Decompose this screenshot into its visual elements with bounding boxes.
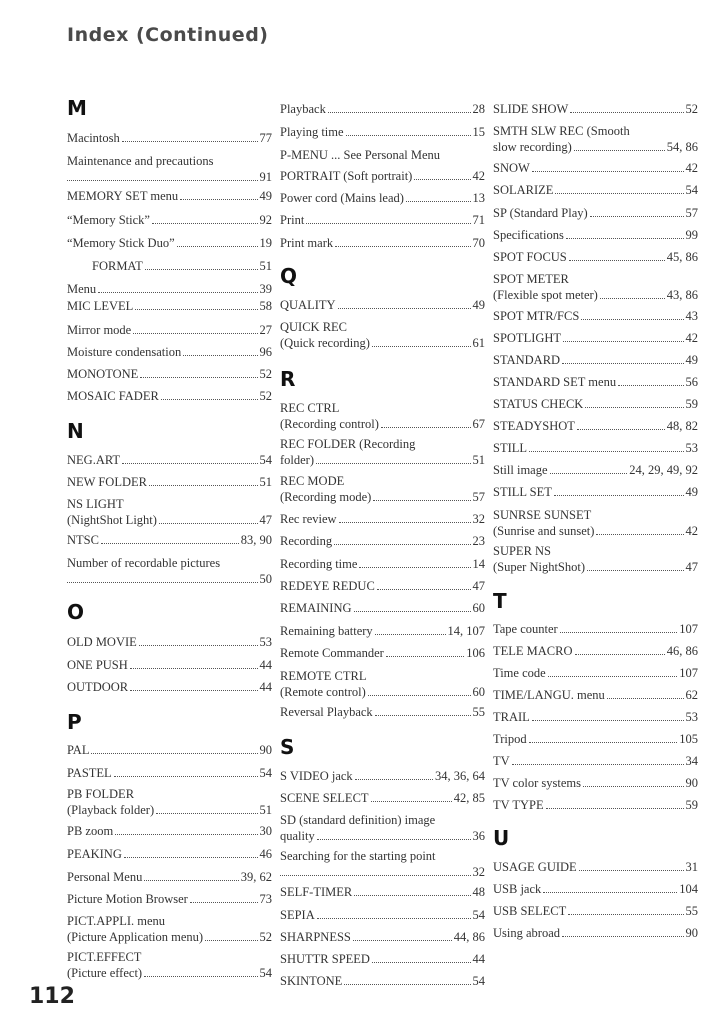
- letter-heading-n: N: [67, 419, 84, 443]
- letter-heading-m: M: [67, 96, 87, 120]
- index-entry: NEG.ART 54: [67, 453, 272, 467]
- index-entry: USB SELECT 55: [493, 904, 698, 918]
- letter-heading-t: T: [493, 589, 507, 613]
- index-entry: TV color systems 90: [493, 776, 698, 790]
- index-entry: SPOT MTR/FCS 43: [493, 309, 698, 323]
- index-entry: Still image 24, 29, 49, 92: [493, 463, 698, 477]
- letter-heading-u: U: [493, 826, 510, 850]
- index-entry: PORTRAIT (Soft portrait) 42: [280, 169, 485, 183]
- index-entry: Remaining battery 14, 107: [280, 624, 485, 638]
- index-entry: NEW FOLDER 51: [67, 475, 272, 489]
- index-entry: Macintosh 77: [67, 131, 272, 145]
- index-entry: MOSAIC FADER 52: [67, 389, 272, 403]
- index-entry: SP (Standard Play) 57: [493, 206, 698, 220]
- index-entry: Print 71: [280, 213, 485, 227]
- index-entry: Playing time 15: [280, 125, 485, 139]
- index-entry: MEMORY SET menu 49: [67, 189, 272, 203]
- index-entry: Using abroad 90: [493, 926, 698, 940]
- index-entry: SUPER NS (Super NightShot) 47: [493, 544, 698, 574]
- index-entry: Recording 23: [280, 534, 485, 548]
- index-entry: Rec review 32: [280, 512, 485, 526]
- index-entry: SKINTONE 54: [280, 974, 485, 988]
- index-entry: SUNRSE SUNSET (Sunrise and sunset) 42: [493, 508, 698, 538]
- index-entry: S VIDEO jack 34, 36, 64: [280, 769, 485, 783]
- index-entry: SLIDE SHOW 52: [493, 102, 698, 116]
- index-entry: NS LIGHT (NightShot Light) 47: [67, 497, 272, 527]
- letter-heading-s: S: [280, 735, 295, 759]
- index-entry: P-MENU ... See Personal Menu: [280, 148, 441, 162]
- index-entry: REC CTRL (Recording control) 67: [280, 401, 485, 431]
- index-entry: Playback 28: [280, 102, 485, 116]
- index-entry: “Memory Stick Duo” 19: [67, 236, 272, 250]
- index-entry: STATUS CHECK 59: [493, 397, 698, 411]
- index-entry: Mirror mode 27: [67, 323, 272, 337]
- index-entry: Specifications 99: [493, 228, 698, 242]
- index-entry: SNOW 42: [493, 161, 698, 175]
- index-entry: SCENE SELECT 42, 85: [280, 791, 485, 805]
- index-entry: USAGE GUIDE 31: [493, 860, 698, 874]
- index-entry: OLD MOVIE 53: [67, 635, 272, 649]
- index-entry: Time code 107: [493, 666, 698, 680]
- index-entry: PB zoom 30: [67, 824, 272, 838]
- index-entry: PEAKING 46: [67, 847, 272, 861]
- index-entry: MIC LEVEL 58: [67, 299, 272, 313]
- index-entry: MONOTONE 52: [67, 367, 272, 381]
- index-entry: REMOTE CTRL (Remote control) 60: [280, 669, 485, 699]
- letter-heading-o: O: [67, 600, 85, 624]
- index-entry: Recording time 14: [280, 557, 485, 571]
- index-entry: SHARPNESS 44, 86: [280, 930, 485, 944]
- index-entry: Number of recordable pictures 50: [67, 556, 272, 586]
- index-entry: PICT.APPLI. menu (Picture Application menu) 52: [67, 914, 272, 944]
- index-entry: Searching for the starting point 32: [280, 849, 485, 879]
- page-title: Index (Continued): [67, 24, 269, 46]
- index-entry: REC MODE (Recording mode) 57: [280, 474, 485, 504]
- index-entry: SELF-TIMER 48: [280, 885, 485, 899]
- index-entry: PICT.EFFECT (Picture effect) 54: [67, 950, 272, 980]
- letter-heading-r: R: [280, 367, 296, 391]
- index-entry: FORMAT 51: [92, 259, 272, 273]
- index-entry: SHUTTR SPEED 44: [280, 952, 485, 966]
- index-entry: PB FOLDER (Playback folder) 51: [67, 787, 272, 817]
- index-entry: PAL 90: [67, 743, 272, 757]
- index-entry: Print mark 70: [280, 236, 485, 250]
- index-entry: REDEYE REDUC 47: [280, 579, 485, 593]
- index-entry: TELE MACRO 46, 86: [493, 644, 698, 658]
- index-entry: Menu 39: [67, 282, 272, 296]
- index-entry: Power cord (Mains lead) 13: [280, 191, 485, 205]
- index-entry: Tape counter 107: [493, 622, 698, 636]
- index-entry: REC FOLDER (Recording folder) 51: [280, 437, 485, 467]
- index-entry: TV TYPE 59: [493, 798, 698, 812]
- index-entry: NTSC 83, 90: [67, 533, 272, 547]
- index-entry: “Memory Stick” 92: [67, 213, 272, 227]
- index-entry: OUTDOOR 44: [67, 680, 272, 694]
- index-entry: SEPIA 54: [280, 908, 485, 922]
- index-entry: QUICK REC (Quick recording) 61: [280, 320, 485, 350]
- letter-heading-p: P: [67, 710, 82, 734]
- index-entry: USB jack 104: [493, 882, 698, 896]
- index-entry: ONE PUSH 44: [67, 658, 272, 672]
- index-entry: Personal Menu 39, 62: [67, 870, 272, 884]
- index-entry: PASTEL 54: [67, 766, 272, 780]
- index-entry: Moisture condensation 96: [67, 345, 272, 359]
- index-entry: Remote Commander 106: [280, 646, 485, 660]
- index-entry: STEADYSHOT 48, 82: [493, 419, 698, 433]
- letter-heading-q: Q: [280, 264, 298, 288]
- index-entry: SPOTLIGHT 42: [493, 331, 698, 345]
- index-entry: Reversal Playback 55: [280, 705, 485, 719]
- index-entry: Picture Motion Browser 73: [67, 892, 272, 906]
- page-number: 112: [29, 984, 75, 1009]
- index-entry: REMAINING 60: [280, 601, 485, 615]
- index-entry: TRAIL 53: [493, 710, 698, 724]
- index-entry: STILL 53: [493, 441, 698, 455]
- index-entry: TV 34: [493, 754, 698, 768]
- index-entry: Tripod 105: [493, 732, 698, 746]
- index-entry: QUALITY 49: [280, 298, 485, 312]
- index-entry: SPOT FOCUS 45, 86: [493, 250, 698, 264]
- index-entry: Maintenance and precautions 91: [67, 154, 272, 184]
- index-entry: SD (standard definition) image quality 36: [280, 813, 485, 843]
- index-entry: STANDARD SET menu 56: [493, 375, 698, 389]
- index-entry: TIME/LANGU. menu 62: [493, 688, 698, 702]
- index-entry: STANDARD 49: [493, 353, 698, 367]
- index-entry: SOLARIZE 54: [493, 183, 698, 197]
- index-entry: SPOT METER (Flexible spot meter) 43, 86: [493, 272, 698, 302]
- index-entry: STILL SET 49: [493, 485, 698, 499]
- index-entry: SMTH SLW REC (Smooth slow recording) 54, 86: [493, 124, 698, 154]
